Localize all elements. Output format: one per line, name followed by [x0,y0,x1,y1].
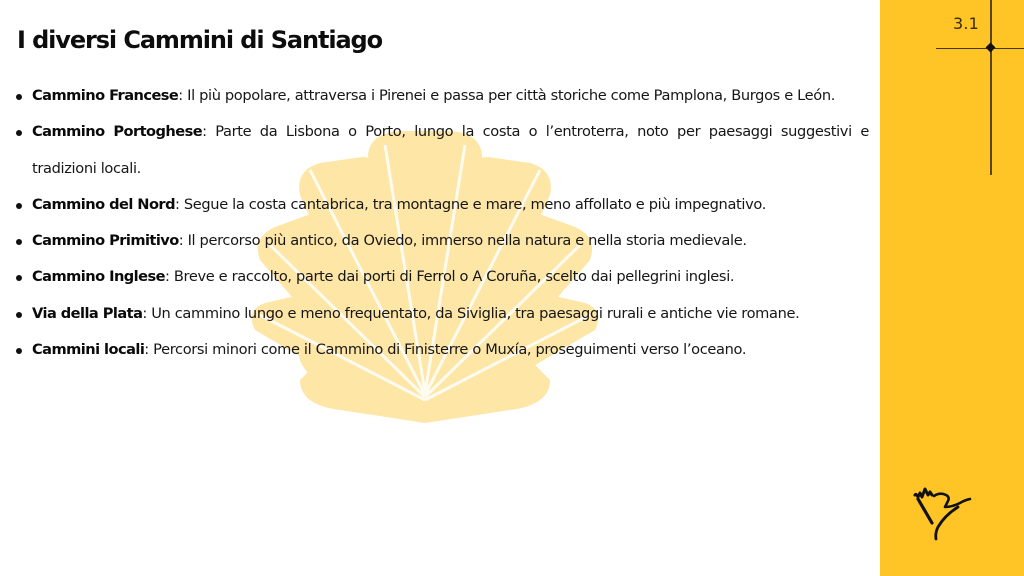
bullet-icon [16,239,22,245]
item-description: : Percorsi minori come il Cammino di Finisterre o Muxía, proseguimenti verso l’oceano. [144,341,747,359]
item-description: : Segue la costa cantabrica, tra montagne e mare, meno affollato e più impegnativo. [174,195,767,213]
horizontal-divider [936,48,1024,49]
bullet-icon [16,312,22,318]
item-term: Cammino del Nord [32,195,175,213]
bullet-icon [16,94,22,100]
vertical-divider [990,0,992,175]
brush-stroke-logo-icon [910,483,985,548]
slide-number: 3.1 [953,14,980,33]
list-item [12,296,869,332]
item-term: Cammino Primitivo [32,232,179,250]
bullet-icon [16,275,22,281]
list-item [12,187,869,223]
bullet-icon [16,130,22,136]
item-term: Cammino Inglese [32,268,165,286]
item-term: Cammino Francese [32,87,179,104]
item-description: : Un cammino lungo e meno frequentato, da Siviglia, tra paesaggi rurali e antiche vie romane. [142,304,800,322]
item-description: : Breve e raccolto, parte dai porti di Ferrol o A Coruña, scelto dai pellegrini inglesi. [164,268,735,286]
crosshair-dot-icon [986,43,996,53]
item-description: : Parte da Lisbona o Porto, lungo la costa o l’entroterra, noto per paesaggi suggestivi e tradizioni locali. [32,123,869,177]
item-description: : Il percorso più antico, da Oviedo, immerso nella natura e nella storia medievale. [178,232,747,250]
list-item [12,114,869,187]
list-item [12,259,869,295]
list-item [12,78,869,114]
bullet-icon [16,348,22,354]
item-description: : Il più popolare, attraversa i Pirenei e passa per città storiche come Pamplona, Burgos e León. [178,87,836,104]
list-item [12,223,869,259]
accent-sidebar [880,0,1024,576]
item-term: Via della Plata [32,304,143,322]
bullet-icon [16,203,22,209]
bullet-list [12,78,869,368]
item-term: Cammino Portoghese [32,123,203,141]
list-item [12,332,869,368]
page-title: I diversi Cammini di Santiago [17,26,383,54]
item-term: Cammini locali [32,341,145,359]
